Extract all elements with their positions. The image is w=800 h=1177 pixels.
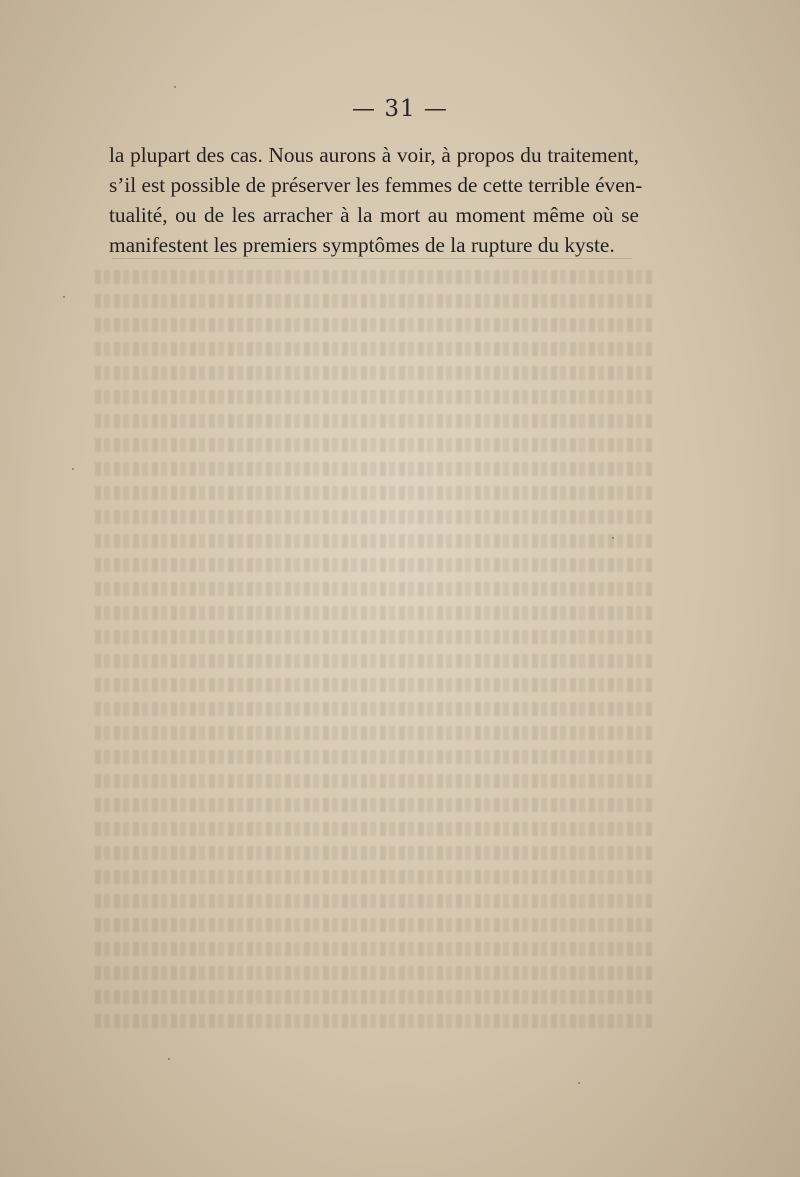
page-number: — 31 — [352, 96, 448, 122]
paper-speck [578, 1082, 580, 1084]
paper-speck [72, 468, 74, 470]
paragraph-line: tualité, ou de les arracher à la mort au moment même où se [109, 203, 639, 227]
bleed-through-text [95, 262, 655, 1022]
paragraph-line: la plupart des cas. Nous aurons à voir, à propos du traitement, [109, 143, 639, 167]
paragraph-line: s’il est possible de préserver les femmes de cette terrible éven- [109, 173, 643, 197]
paragraph-line: manifestent les premiers symptômes de la rupture du kyste. [109, 233, 615, 257]
paper-speck [174, 86, 176, 88]
body-paragraph [109, 140, 643, 260]
paper-speck [63, 296, 65, 298]
paper-speck [612, 537, 614, 539]
paper-speck [168, 1058, 170, 1060]
